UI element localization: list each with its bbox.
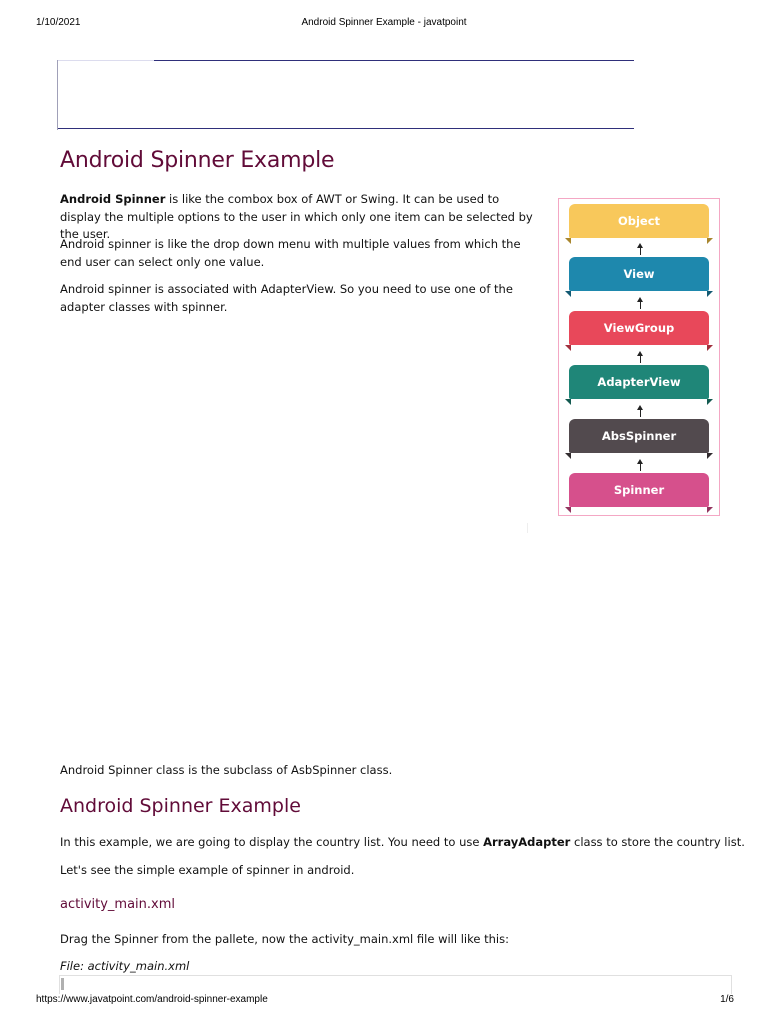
print-url: https://www.javatpoint.com/android-spinner-example bbox=[36, 994, 268, 1005]
example-text-before: In this example, we are going to display the country list. You need to use bbox=[60, 835, 484, 849]
hierarchy-node-viewgroup: ViewGroup bbox=[569, 311, 709, 345]
drag-paragraph: Drag the Spinner from the pallete, now the activity_main.xml file will like this: bbox=[60, 932, 509, 946]
example-bold-term: ArrayAdapter bbox=[483, 835, 571, 849]
hierarchy-node-absspinner: AbsSpinner bbox=[569, 419, 709, 453]
intro-text: is like the combox box of AWT or Swing. It can be used to display the multiple options to the user in which only one item can be selected by the user. bbox=[60, 192, 533, 241]
xml-heading: activity_main.xml bbox=[60, 897, 176, 912]
example-paragraph bbox=[60, 834, 750, 852]
banner-top-edge bbox=[154, 60, 634, 61]
code-scrollbar[interactable] bbox=[61, 978, 64, 990]
subclass-paragraph: Android Spinner class is the subclass of AsbSpinner class. bbox=[60, 763, 393, 777]
example-heading: Android Spinner Example bbox=[60, 795, 301, 817]
adapter-paragraph: Android spinner is associated with AdapterView. So you need to use one of the adapter classes with spinner. bbox=[60, 282, 513, 314]
simple-example-paragraph: Let's see the simple example of spinner in android. bbox=[60, 863, 355, 877]
hierarchy-node-object: Object bbox=[569, 204, 709, 238]
print-page-title: Android Spinner Example - javatpoint bbox=[301, 17, 467, 28]
hierarchy-node-view: View bbox=[569, 257, 709, 291]
hierarchy-node-spinner: Spinner bbox=[569, 473, 709, 507]
print-page-number: 1/6 bbox=[720, 994, 734, 1005]
hierarchy-arrow-icon bbox=[640, 245, 641, 255]
hierarchy-arrow-icon bbox=[640, 299, 641, 309]
class-hierarchy-diagram bbox=[558, 198, 720, 516]
print-footer bbox=[0, 994, 768, 1008]
banner-top-edge-light bbox=[58, 60, 154, 61]
print-date: 1/10/2021 bbox=[36, 17, 81, 28]
print-header bbox=[0, 17, 768, 31]
hierarchy-node-adapterview: AdapterView bbox=[569, 365, 709, 399]
ad-banner-frame bbox=[57, 60, 634, 130]
code-block bbox=[59, 975, 732, 994]
file-label: File: activity_main.xml bbox=[60, 959, 190, 973]
intro-bold-term: Android Spinner bbox=[60, 192, 166, 206]
hierarchy-arrow-icon bbox=[640, 461, 641, 471]
hierarchy-arrow-icon bbox=[640, 407, 641, 417]
banner-bottom-edge bbox=[58, 128, 634, 129]
page-title: Android Spinner Example bbox=[60, 148, 335, 173]
divider-mark bbox=[527, 523, 528, 533]
example-text-after: class to store the country list. bbox=[570, 835, 745, 849]
dropdown-paragraph: Android spinner is like the drop down menu with multiple values from which the end user can select only one value. bbox=[60, 237, 521, 269]
hierarchy-arrow-icon bbox=[640, 353, 641, 363]
